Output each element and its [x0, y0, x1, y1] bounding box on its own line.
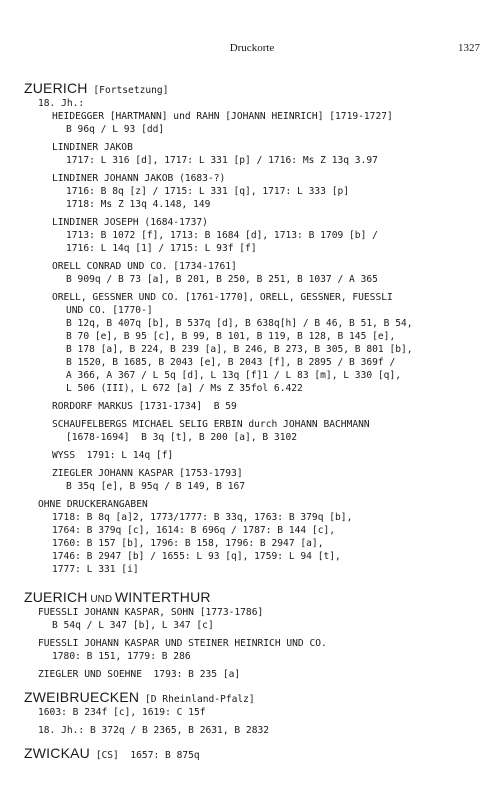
entry-citations: B 96q / L 93 [dd] [66, 124, 165, 135]
entry-citations: 1713: B 1072 [f], 1713: B 1684 [d], 1713: B 1709 [b] / [66, 230, 378, 241]
entry-line: LINDINER JOSEPH (1684-1737) [52, 217, 208, 228]
entry-citations: B 178 [a], B 224, B 239 [a], B 246, B 273, B 305, B 801 [b], [66, 344, 413, 355]
entry-line: ORELL, GESSNER UND CO. [1761-1770], ORELL, GESSNER, FUESSLI [52, 292, 393, 303]
entry-citations: B 12q, B 407q [b], B 537q [d], B 638q[h] / B 46, B 51, B 54, [66, 318, 413, 329]
entry-citations: UND CO. [1770-] [66, 305, 153, 316]
place-heading [24, 587, 492, 606]
entry-line: 18. Jh.: [38, 98, 85, 109]
entry-citations: 1717: L 316 [d], 1717: L 331 [p] / 1716: Ms Z 13q 3.97 [66, 155, 378, 166]
entry-line: WYSS 1791: L 14q [f] [52, 450, 174, 461]
entry-citations: 1777: L 331 [i] [52, 564, 139, 575]
entry-citations: [1678-1694] B 3q [t], B 200 [a], B 3102 [66, 432, 298, 443]
entry-line: FUESSLI JOHANN KASPAR, SOHN [1773-1786] [38, 607, 264, 618]
entry-line: RORDORF MARKUS [1731-1734] B 59 [52, 401, 237, 412]
entry-citations: 1780: B 151, 1779: B 286 [52, 651, 191, 662]
entry-citations: 1716: B 8q [z] / 1715: L 331 [q], 1717: L 333 [p] [66, 186, 350, 197]
entry-citations: 1718: Ms Z 13q 4.148, 149 [66, 199, 211, 210]
entry-citations: B 35q [e], B 95q / B 149, B 167 [66, 481, 246, 492]
place-annotation: [Fortsetzung] [87, 85, 169, 96]
page-number: 1327 [458, 42, 480, 54]
entry-line: ORELL CONRAD UND CO. [1734-1761] [52, 261, 237, 272]
entry-line: LINDINER JAKOB [52, 142, 133, 153]
place-name: ZWICKAU [24, 745, 90, 761]
entry-citations: A 366, A 367 / L 5q [d], L 13q [f]1 / L 83 [m], L 330 [q], [66, 370, 402, 381]
place-name: ZWEIBRUECKEN [24, 689, 140, 705]
entry-line: ZIEGLER UND SOEHNE 1793: B 235 [a] [38, 669, 241, 680]
entry-citations: 1746: B 2947 [b] / 1655: L 93 [q], 1759: L 94 [t], [52, 551, 341, 562]
place-name: ZUERICH [24, 589, 88, 605]
running-header-title: Druckorte [229, 42, 275, 54]
entry-citations: 1760: B 157 [b], 1796: B 158, 1796: B 2947 [a], [52, 538, 324, 549]
entry-gap [24, 576, 492, 581]
entry-citations: 1718: B 8q [a]2, 1773/1777: B 33q, 1763: B 379q [b], [52, 512, 353, 523]
entry-citations: B 909q / B 73 [a], B 201, B 250, B 251, B 1037 / A 365 [66, 274, 378, 285]
entry-line: HEIDEGGER [HARTMANN] und RAHN [JOHANN HEINRICH] [1719-1727] [52, 111, 393, 122]
place-heading [24, 687, 492, 706]
entry-citations: B 54q / L 347 [b], L 347 [c] [52, 620, 214, 631]
entry-citations: B 1520, B 1685, B 2043 [e], B 2043 [f], B 2895 / B 369f / [66, 357, 396, 368]
entry-line: LINDINER JOHANN JAKOB (1683-?) [52, 173, 226, 184]
place-conjunction: UND [87, 594, 115, 605]
entry-line: 1603: B 234f [c], 1619: C 15f [38, 707, 206, 718]
entry-line: OHNE DRUCKERANGABEN [38, 499, 148, 510]
entry-citations: 1716: L 14q [1] / 1715: L 93f [f] [66, 243, 257, 254]
entry-line: 18. Jh.: B 372q / B 2365, B 2631, B 2832 [38, 725, 270, 736]
entry-line: FUESSLI JOHANN KASPAR UND STEINER HEINRICH UND CO. [38, 638, 327, 649]
entry-citations: 1764: B 379q [c], 1614: B 696q / 1787: B 144 [c], [52, 525, 336, 536]
place-annotation: [D Rheinland-Pfalz] [139, 694, 255, 705]
place-name: ZUERICH [24, 80, 88, 96]
place-annotation: [CS] 1657: B 875q [89, 750, 200, 761]
entry-citations: B 70 [e], B 95 [c], B 99, B 101, B 119, B 128, B 145 [e], [66, 331, 396, 342]
entry-line: SCHAUFELBERGS MICHAEL SELIG ERBIN durch JOHANN BACHMANN [52, 419, 370, 430]
place-heading [24, 743, 492, 762]
entry-citations: L 506 (III), L 672 [a] / Ms Z 35fol 6.422 [66, 383, 303, 394]
entry-line: ZIEGLER JOHANN KASPAR [1753-1793] [52, 468, 243, 479]
index-entries [24, 72, 492, 762]
place-name-second: WINTERTHUR [114, 589, 211, 605]
place-heading [24, 78, 492, 97]
